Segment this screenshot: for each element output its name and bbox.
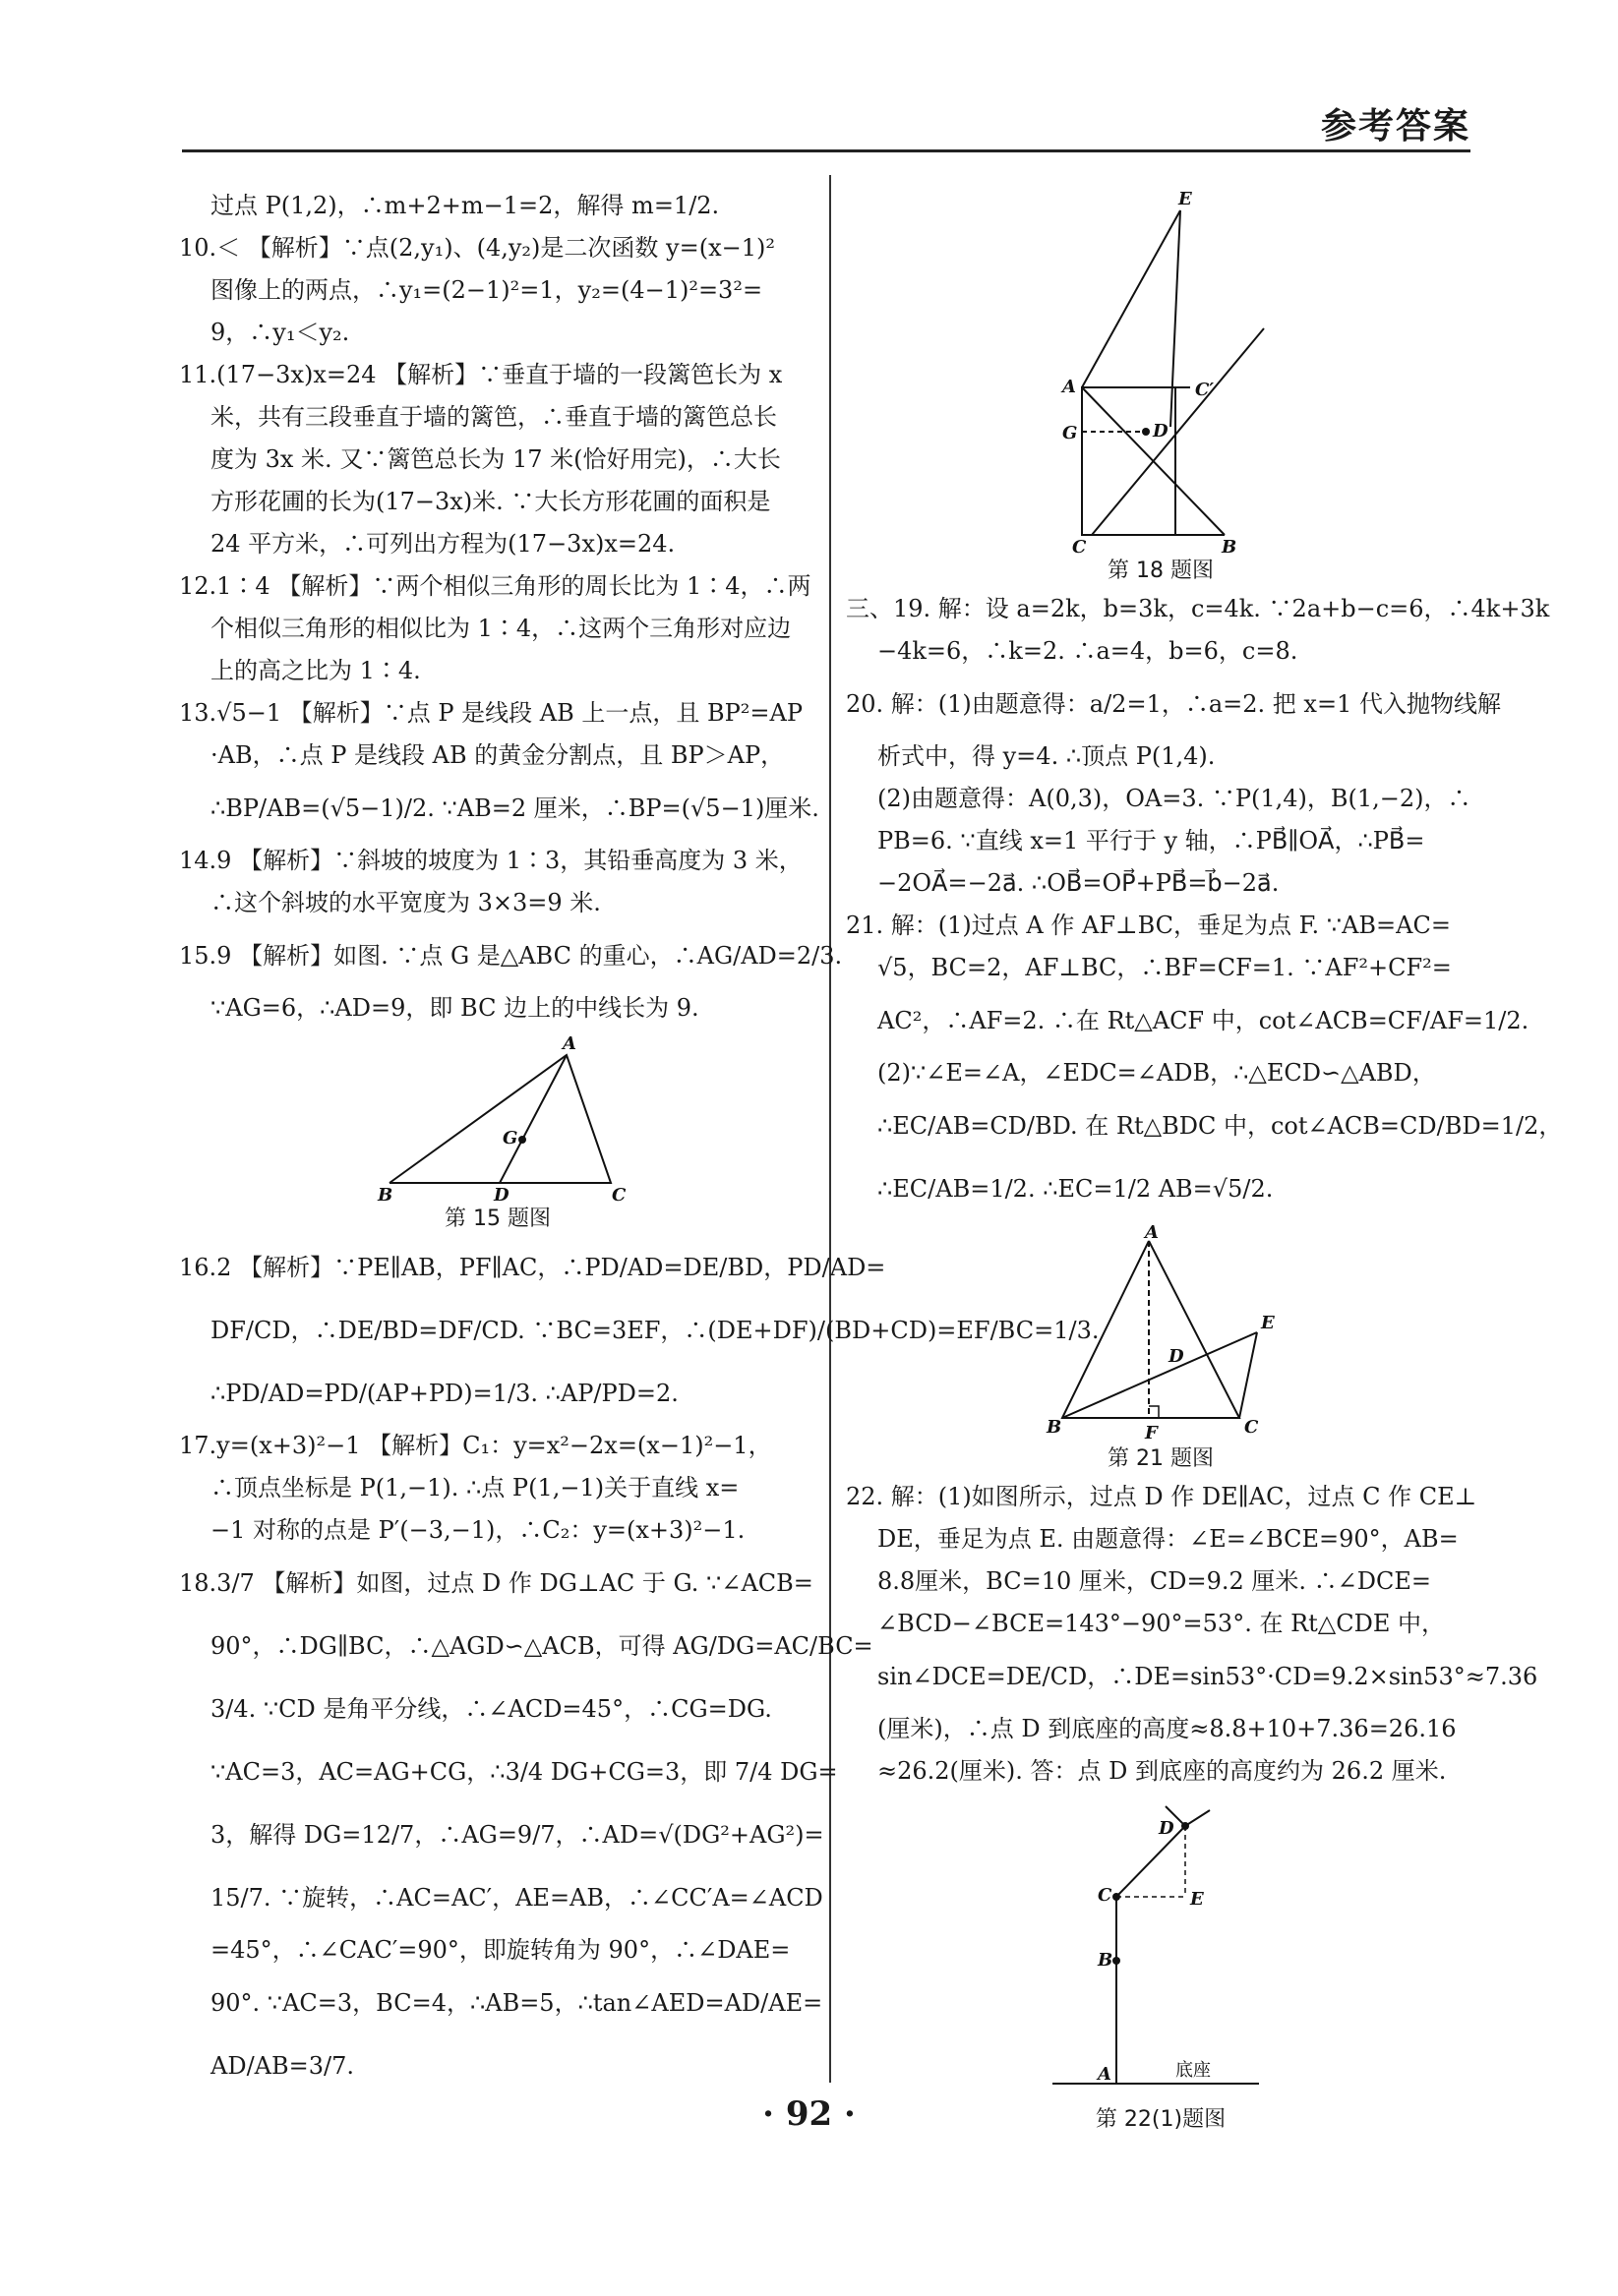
text-line: ≈26.2(厘米). 答：点 D 到底座的高度约为 26.2 厘米. [877, 1757, 1447, 1785]
fig18-caption: 第 18 题图 [1108, 559, 1214, 583]
fig22-arm-cd [1116, 1826, 1185, 1897]
text-line: 方形花圃的长为(17−3x)米. ∵大长方形花圃的面积是 [210, 488, 771, 515]
page-header-title: 参考答案 [1320, 106, 1470, 147]
svg-text:B: B [1222, 537, 1237, 558]
text-line: ∵AG=6，∴AD=9，即 BC 边上的中线长为 9. [210, 994, 699, 1022]
svg-text:G: G [503, 1128, 518, 1148]
svg-text:E: E [1190, 1889, 1204, 1910]
text-line: 15/7. ∵旋转，∴AC=AC′，AE=AB，∴∠CC′A=∠ACD [210, 1884, 823, 1912]
text-line: ∵AC=3，AC=AG+CG，∴3/4 DG+CG=3，即 7/4 DG= [210, 1758, 838, 1786]
svg-text:C: C [1098, 1885, 1112, 1906]
fig21-line-ec [1239, 1332, 1257, 1418]
text-line: ∴BP/AB=(√5−1)/2. ∵AB=2 厘米，∴BP=(√5−1)厘米. [210, 795, 819, 822]
fig18-line-ab [1082, 387, 1225, 535]
text-line: 16.2 【解析】∵PE∥AB，PF∥AC，∴PD/AD=DE/BD，PD/AD= [179, 1254, 886, 1281]
svg-text:F: F [1145, 1423, 1158, 1443]
fig21-caption: 第 21 题图 [1108, 1446, 1214, 1471]
figure-21 [1043, 1222, 1279, 1443]
text-line: (2)由题意得：A(0,3)，OA=3. ∵P(1,4)，B(1,−2)，∴ [877, 785, 1471, 812]
fig22-point-d [1181, 1822, 1189, 1830]
text-line: ∴顶点坐标是 P(1,−1). ∴点 P(1,−1)关于直线 x= [210, 1474, 740, 1501]
text-line: −4k=6，∴k=2. ∴a=4，b=6，c=8. [877, 637, 1298, 665]
fig15-median [500, 1055, 567, 1183]
fig22-point-c [1112, 1893, 1120, 1901]
text-line: 18.3/7 【解析】如图，过点 D 作 DG⊥AC 于 G. ∵∠ACB= [179, 1569, 813, 1597]
text-line: 10.＜ 【解析】∵点(2,y₁)、(4,y₂)是二次函数 y=(x−1)² [179, 234, 775, 262]
figure-22 [1033, 1798, 1288, 2103]
text-line: sin∠DCE=DE/CD，∴DE=sin53°·CD=9.2×sin53°≈7.36 [877, 1663, 1538, 1690]
fig15-triangle [390, 1055, 611, 1183]
text-line: ∠BCD−∠BCE=143°−90°=53°. 在 Rt△CDE 中， [877, 1610, 1446, 1637]
fig18-rectangle [1082, 387, 1175, 535]
text-line: 11.(17−3x)x=24 【解析】∵垂直于墙的一段篱笆长为 x [179, 361, 783, 388]
text-line: 12.1∶4 【解析】∵两个相似三角形的周长比为 1∶4，∴两 [179, 572, 811, 600]
svg-text:D: D [1169, 1346, 1184, 1367]
fig18-point-d [1142, 428, 1150, 436]
svg-text:B: B [378, 1185, 393, 1206]
figure-15 [370, 1033, 627, 1206]
svg-text:G: G [1062, 423, 1078, 443]
page-number: · 92 · [762, 2094, 856, 2134]
fig21-triangle [1062, 1241, 1239, 1418]
text-line: ∴EC/AB=1/2. ∴EC=1/2 AB=√5/2. [877, 1175, 1274, 1203]
text-line: 3，解得 DG=12/7，∴AG=9/7，∴AD=√(DG²+AG²)= [210, 1821, 824, 1849]
text-line: PB=6. ∵直线 x=1 平行于 y 轴，∴PB⃗∥OA⃗，∴PB⃗= [877, 827, 1425, 854]
text-line: 15.9 【解析】如图. ∵点 G 是△ABC 的重心，∴AG/AD=2/3. [179, 942, 843, 970]
text-line: √5，BC=2，AF⊥BC，∴BF=CF=1. ∵AF²+CF²= [877, 954, 1452, 981]
text-line: ∴EC/AB=CD/BD. 在 Rt△BDC 中，cot∠ACB=CD/BD=1/2， [877, 1112, 1563, 1140]
svg-text:C: C [1244, 1417, 1259, 1438]
text-line: 21. 解：(1)过点 A 作 AF⊥BC，垂足为点 F. ∵AB=AC= [846, 912, 1451, 939]
text-line: 22. 解：(1)如图所示，过点 D 作 DE∥AC，过点 C 作 CE⊥ [846, 1483, 1477, 1510]
svg-text:A: A [1098, 2064, 1111, 2085]
svg-text:C: C [1072, 537, 1087, 558]
right-text-block-b [846, 1476, 1538, 1793]
fig21-line-be [1062, 1332, 1257, 1418]
text-line: 个相似三角形的相似比为 1∶4，∴这两个三角形对应边 [210, 615, 792, 642]
right-text-block-a [846, 588, 1563, 1220]
text-line: 度为 3x 米. 又∵篱笆总长为 17 米(恰好用完)，∴大长 [210, 445, 781, 473]
svg-text:D: D [494, 1185, 509, 1206]
svg-text:A: A [1145, 1222, 1159, 1243]
text-line: 90°. ∵AC=3，BC=4，∴AB=5，∴tan∠AED=AD/AE= [210, 1989, 823, 2017]
text-line: DE，垂足为点 E. 由题意得：∠E=∠BCE=90°，AB= [877, 1525, 1459, 1553]
text-line: 图像上的两点，∴y₁=(2−1)²=1，y₂=(4−1)²=3²= [210, 276, 763, 304]
text-line: AD/AB=3/7. [210, 2052, 354, 2080]
text-line: 20. 解：(1)由题意得：a/2=1，∴a=2. 把 x=1 代入抛物线解 [846, 690, 1501, 718]
fig22-caption: 第 22(1)题图 [1095, 2107, 1227, 2132]
svg-text:B: B [1047, 1417, 1062, 1438]
left-text-block-b [179, 1236, 1100, 2097]
text-line: 上的高之比为 1∶4. [210, 657, 421, 684]
header-rule [182, 149, 1470, 152]
svg-text:A: A [1062, 377, 1076, 397]
text-line: −1 对称的点是 P′(−3,−1)，∴C₂：y=(x+3)²−1. [210, 1516, 746, 1544]
text-line: DF/CD，∴DE/BD=DF/CD. ∵BC=3EF，∴(DE+DF)/(BD+CD)=EF/BC=1/3. [210, 1317, 1100, 1344]
svg-text:C′: C′ [1195, 380, 1215, 400]
text-line: (厘米)，∴点 D 到底座的高度≈8.8+10+7.36=26.16 [877, 1715, 1457, 1742]
figure-18 [1033, 189, 1288, 558]
text-line: 14.9 【解析】∵斜坡的坡度为 1∶3，其铅垂高度为 3 米， [179, 847, 803, 874]
text-line: 13.√5−1 【解析】∵点 P 是线段 AB 上一点，且 BP²=AP [179, 699, 803, 727]
svg-text:E: E [1261, 1313, 1275, 1333]
svg-text:A: A [563, 1033, 576, 1054]
text-line: 17.y=(x+3)²−1 【解析】C₁：y=x²−2x=(x−1)²−1， [179, 1432, 772, 1459]
fig22-base-label: 底座 [1175, 2060, 1211, 2081]
text-line: −2OA⃗=−2a⃗. ∴OB⃗=OP⃗+PB⃗=b⃗−2a⃗. [877, 869, 1280, 897]
text-line: ·AB，∴点 P 是线段 AB 的黄金分割点，且 BP＞AP， [210, 741, 785, 769]
text-line: 三、19. 解：设 a=2k，b=3k，c=4k. ∵2a+b−c=6，∴4k+3k [846, 595, 1550, 622]
text-line: 90°，∴DG∥BC，∴△AGD∽△ACB，可得 AG/DG=AC/BC= [210, 1632, 873, 1660]
text-line: ∴PD/AD=PD/(AP+PD)=1/3. ∴AP/PD=2. [210, 1380, 679, 1407]
fig15-caption: 第 15 题图 [445, 1207, 551, 1231]
text-line: 析式中，得 y=4. ∴顶点 P(1,4). [877, 742, 1216, 770]
svg-text:E: E [1178, 189, 1192, 209]
fig18-line-ea [1082, 210, 1180, 387]
text-line: AC²，∴AF=2. ∴在 Rt△ACF 中，cot∠ACB=CF/AF=1/2. [877, 1007, 1529, 1034]
fig22-point-b [1112, 1957, 1120, 1965]
fig21-right-angle-f [1149, 1406, 1159, 1418]
fig15-point-g [518, 1136, 526, 1144]
text-line: 8.8厘米，BC=10 厘米，CD=9.2 厘米. ∴∠DCE= [877, 1567, 1432, 1595]
text-line: ∴这个斜坡的水平宽度为 3×3=9 米. [210, 889, 601, 916]
svg-text:D: D [1153, 421, 1169, 442]
svg-text:D: D [1159, 1818, 1174, 1839]
text-line: (2)∵∠E=∠A，∠EDC=∠ADB，∴△ECD∽△ABD， [877, 1059, 1436, 1087]
svg-text:B: B [1098, 1950, 1113, 1971]
text-line: 米，共有三段垂直于墙的篱笆，∴垂直于墙的篱笆总长 [210, 403, 777, 431]
text-line: 24 平方米，∴可列出方程为(17−3x)x=24. [210, 530, 676, 558]
text-line: 3/4. ∵CD 是角平分线，∴∠ACD=45°，∴CG=DG. [210, 1695, 772, 1723]
right-column [846, 185, 1563, 2137]
text-line: 9，∴y₁＜y₂. [210, 319, 350, 346]
text-line: =45°，∴∠CAC′=90°，即旋转角为 90°，∴∠DAE= [210, 1936, 791, 1964]
left-text-block-a [179, 185, 843, 1030]
svg-text:C: C [612, 1185, 627, 1206]
text-line: 过点 P(1,2)，∴m+2+m−1=2，解得 m=1/2. [210, 192, 720, 219]
